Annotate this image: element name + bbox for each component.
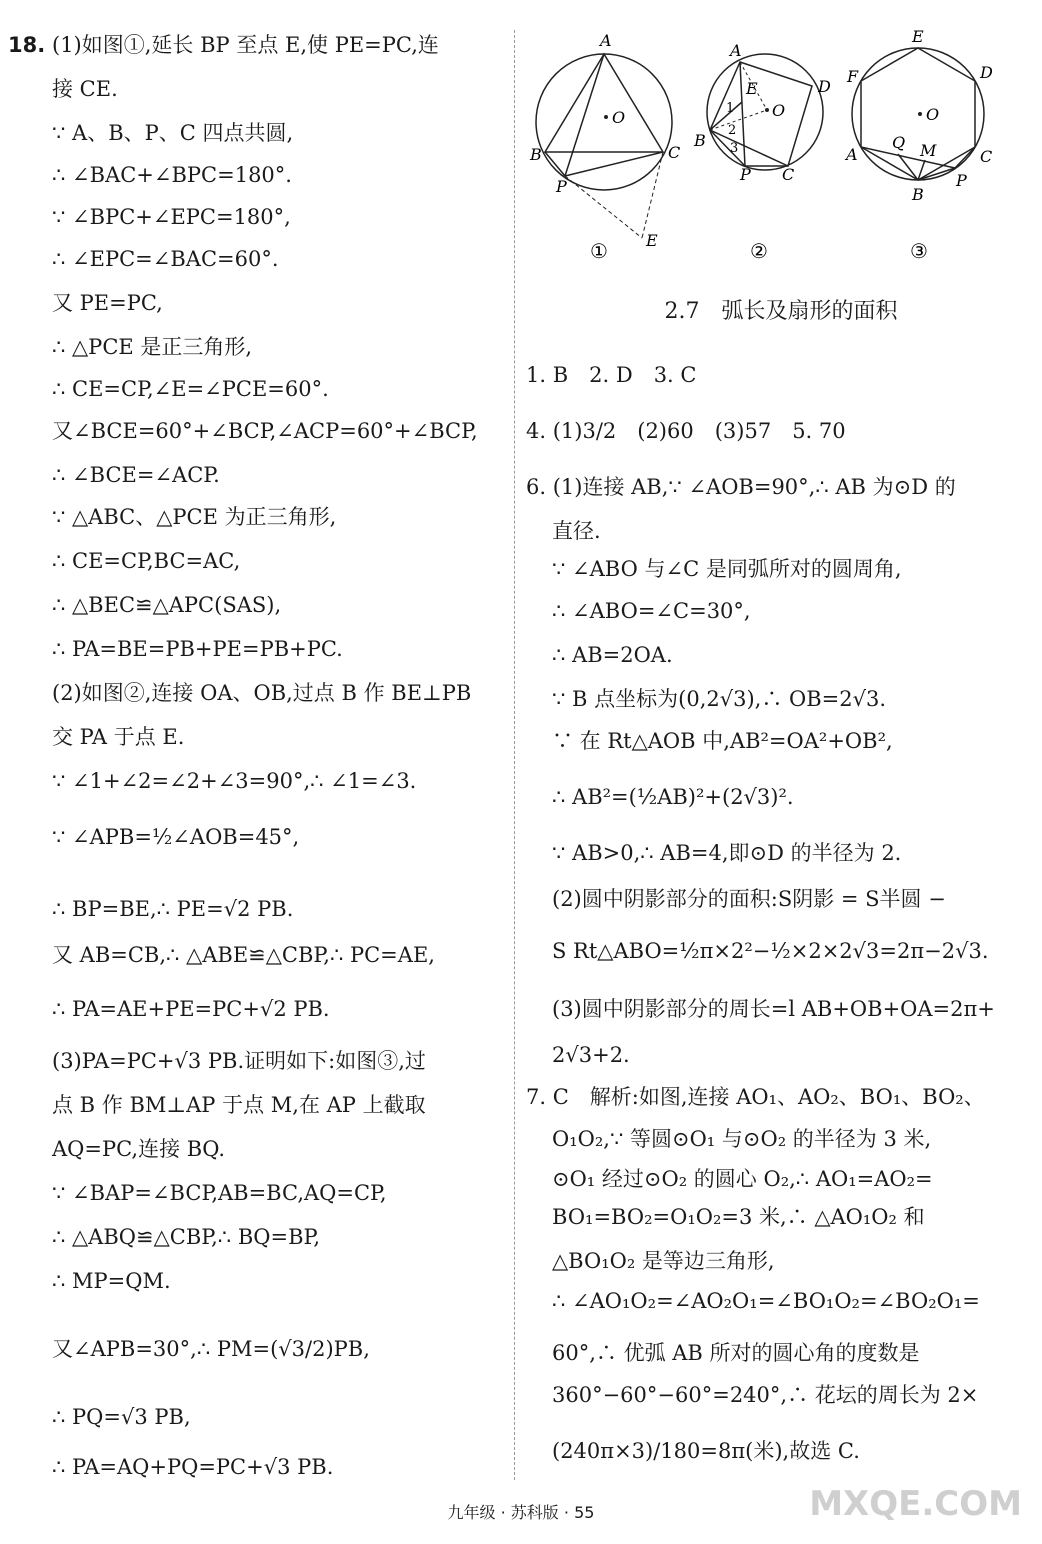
answer-line: ∵ B 点坐标为(0,2√3),∴ OB=2√3. [552, 687, 887, 711]
text-line: 又 PE=PC, [52, 291, 163, 315]
text-line: ∵ ∠BPC+∠EPC=180°, [52, 205, 291, 229]
text-line: ∴ BP=BE,∴ PE=√2 PB. [52, 897, 294, 921]
figure-3-label-q: Q [892, 133, 906, 152]
text-line: (3)PA=PC+√3 PB.证明如下:如图③,过 [52, 1049, 426, 1073]
figure-3-center-dot [918, 112, 922, 116]
text-line: ∴ ∠EPC=∠BAC=60°. [52, 247, 279, 271]
figure-2-label-b: B [694, 131, 706, 150]
figure-2-label-d: D [818, 77, 831, 96]
figure-1-caption: ① [590, 239, 608, 263]
text-line: ∴ ∠BCE=∠ACP. [52, 463, 220, 487]
figure-2-angle-2: 2 [728, 123, 737, 138]
figure-3-label-a: A [846, 145, 858, 164]
figure-3-label-e: E [912, 27, 924, 46]
figure-3-label-b: B [912, 185, 924, 204]
figure-1-circle [536, 54, 672, 190]
text-line: (1)如图①,延长 BP 至点 E,使 PE=PC,连 [52, 33, 439, 57]
figure-1-label-p: P [556, 177, 567, 196]
figure-2 [693, 41, 831, 263]
text-line: ∴ CE=CP,∠E=∠PCE=60°. [52, 377, 329, 401]
figure-3-caption: ③ [910, 239, 928, 263]
answer-line: (2)圆中阴影部分的面积:S阴影 = S半圆 − [552, 887, 946, 911]
text-line: 又∠BCE=60°+∠BCP,∠ACP=60°+∠BCP, [52, 419, 478, 443]
text-line: 又 AB=CB,∴ △ABE≌△CBP,∴ PC=AE, [52, 943, 435, 967]
figure-2-line-bo [710, 110, 767, 130]
answer-line: BO₁=BO₂=O₁O₂=3 米,∴ △AO₁O₂ 和 [552, 1205, 925, 1229]
answer-line: ∴ ∠AO₁O₂=∠AO₂O₁=∠BO₁O₂=∠BO₂O₁= [552, 1289, 980, 1313]
figure-2-label-o: O [772, 101, 786, 120]
text-line: ∴ PA=BE=PB+PE=PB+PC. [52, 637, 343, 661]
answer-line: ∴ AB²=(½AB)²+(2√3)². [552, 785, 794, 809]
answer-line: 360°−60°−60°=240°,∴ 花坛的周长为 2× [552, 1383, 979, 1407]
figure-3-label-m: M [920, 141, 937, 160]
figure-2-label-a: A [730, 41, 742, 60]
text-line: ∴ △BEC≌△APC(SAS), [52, 593, 282, 617]
text-line: ∵ A、B、P、C 四点共圆, [52, 121, 294, 145]
text-line: ∴ PQ=√3 PB, [52, 1405, 191, 1429]
figure-2-angle-1: 1 [726, 101, 735, 116]
figure-1-label-c: C [668, 143, 681, 162]
answer-line: 2√3+2. [552, 1043, 630, 1067]
page-footer: 九年级 · 苏科版 · 55 [447, 1503, 595, 1522]
answer-line: ⊙O₁ 经过⊙O₂ 的圆心 O₂,∴ AO₁=AO₂= [552, 1167, 933, 1191]
text-line: (2)如图②,连接 OA、OB,过点 B 作 BE⊥PB [52, 681, 472, 705]
text-line: ∴ PA=AE+PE=PC+√2 PB. [52, 997, 330, 1021]
text-line: 又∠APB=30°,∴ PM=(√3/2)PB, [52, 1337, 370, 1361]
answer-line: 7. C 解析:如图,连接 AO₁、AO₂、BO₁、BO₂、 [526, 1085, 985, 1109]
text-line: ∴ CE=CP,BC=AC, [52, 549, 241, 573]
text-line: ∵ △ABC、△PCE 为正三角形, [52, 505, 337, 529]
answer-line: ∴ ∠ABO=∠C=30°, [552, 599, 751, 623]
figure-1-line-ap [565, 54, 604, 176]
answer-line: 60°,∴ 优弧 AB 所对的圆心角的度数是 [552, 1341, 920, 1365]
figure-2-label-p: P [740, 165, 751, 184]
text-line: ∵ ∠BAP=∠BCP,AB=BC,AQ=CP, [52, 1181, 387, 1205]
answer-line: △BO₁O₂ 是等边三角形, [552, 1249, 775, 1273]
answer-line: 1. B 2. D 3. C [526, 363, 697, 387]
answer-line: O₁O₂,∵ 等圆⊙O₁ 与⊙O₂ 的半径为 3 米, [552, 1127, 932, 1151]
figure-1-label-e: E [646, 231, 658, 250]
figure-1-line-ce [642, 152, 663, 238]
figure-1-label-a: A [600, 31, 612, 50]
text-line: AQ=PC,连接 BQ. [52, 1137, 226, 1161]
answer-line: ∵ 在 Rt△AOB 中,AB²=OA²+OB², [552, 729, 893, 753]
figure-3-label-c: C [980, 147, 993, 166]
text-line: ∵ ∠1+∠2=∠2+∠3=90°,∴ ∠1=∠3. [52, 769, 417, 793]
text-line: 点 B 作 BM⊥AP 于点 M,在 AP 上截取 [52, 1093, 426, 1117]
figure-3-label-f: F [847, 67, 859, 86]
figure-3-label-p: P [956, 171, 967, 190]
column-divider [514, 30, 515, 1480]
watermark: MXQE.COM [809, 1484, 1022, 1524]
answer-line: (240π×3)/180=8π(米),故选 C. [552, 1439, 860, 1463]
figure-3-label-o: O [926, 105, 940, 124]
figure-2-line-ap [740, 62, 745, 166]
answer-line: ∴ AB=2OA. [552, 643, 673, 667]
question-18-number: 18. [8, 33, 46, 57]
figure-2-center-dot [765, 108, 769, 112]
answer-line: S Rt△ABO=½π×2²−½×2×2√3=2π−2√3. [552, 939, 989, 963]
figure-2-label-e: E [746, 79, 758, 98]
geometry-figures [520, 20, 1042, 300]
answer-line: ∵ AB>0,∴ AB=4,即⊙D 的半径为 2. [552, 841, 902, 865]
figure-1 [529, 31, 680, 263]
figure-1-center-dot [604, 115, 608, 119]
text-line: 交 PA 于点 E. [52, 725, 185, 749]
figure-2-caption: ② [750, 239, 768, 263]
figure-2-angle-3: 3 [730, 141, 739, 156]
answer-line: 直径. [552, 519, 601, 543]
section-title: 2.7 弧长及扇形的面积 [664, 299, 898, 324]
figure-2-label-c: C [782, 165, 795, 184]
answer-line: ∵ ∠ABO 与∠C 是同弧所对的圆周角, [552, 557, 902, 581]
text-line: ∴ MP=QM. [52, 1269, 171, 1293]
answer-line: 4. (1)3/2 (2)60 (3)57 5. 70 [526, 419, 846, 443]
figure-3 [844, 27, 993, 263]
figure-1-line-pc [565, 152, 663, 176]
text-line: ∴ △ABQ≌△CBP,∴ BQ=BP, [52, 1225, 321, 1249]
figure-1-label-o: O [612, 108, 626, 127]
answer-line: (3)圆中阴影部分的周长=l AB+OB+OA=2π+ [552, 997, 995, 1021]
text-line: ∴ PA=AQ+PQ=PC+√3 PB. [52, 1455, 334, 1479]
text-line: ∴ ∠BAC+∠BPC=180°. [52, 163, 292, 187]
text-line: ∵ ∠APB=½∠AOB=45°, [52, 825, 300, 849]
figure-1-label-b: B [530, 145, 542, 164]
answer-line: 6. (1)连接 AB,∵ ∠AOB=90°,∴ AB 为⊙D 的 [526, 475, 956, 499]
figure-1-line-bp [545, 152, 565, 176]
figure-2-circle [707, 54, 823, 170]
text-line: ∴ △PCE 是正三角形, [52, 335, 253, 359]
figure-3-label-d: D [980, 63, 993, 82]
text-line: 接 CE. [52, 77, 118, 101]
